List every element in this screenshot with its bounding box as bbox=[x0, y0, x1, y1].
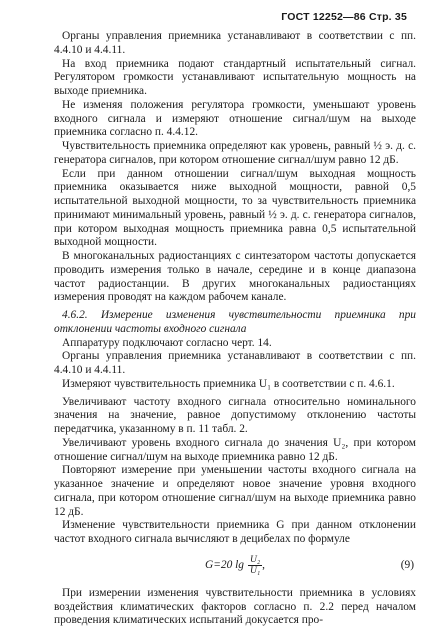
paragraph: Увеличивают уровень входного сигнала до значения U₂, при котором отношение сигнал/шум на выходе приемника равно 12 дБ. bbox=[54, 436, 416, 463]
body-text bbox=[54, 30, 416, 628]
paragraph: Органы управления приемника устанавливают в соответствии с пп. 4.4.10 и 4.4.11. bbox=[54, 30, 416, 56]
formula-lhs: G=20 lg bbox=[204, 558, 244, 571]
paragraph: В многоканальных радиостанциях с синтезатором частоты допускается проводить измерения только в начале, середине и в конце диапазона частот радиостанции. В других многоканальных радиостанциях измерения проводят на каждом рабочем канале. bbox=[54, 250, 416, 304]
paragraph: Не изменяя положения регулятора громкости, уменьшают уровень входного сигнала и измеряют отношение сигнал/шум на выходе приемника согласно п. 4.4.12. bbox=[54, 98, 416, 139]
paragraph: Если при данном отношении сигнал/шум выходная мощность приемника оказывается ниже выходной мощности, равной 0,5 испытательной выходной мощности, то за чувствительность приемника принимают минимальный уровень, равный ½ э. д. с. генератора сигналов, при котором выходная мощность приемника равна 0,5 испытательной выходной мощности. bbox=[54, 167, 416, 249]
paragraph: Органы управления приемника устанавливают в соответствии с пп. 4.4.10 и 4.4.11. bbox=[54, 350, 416, 376]
paragraph: Изменение чувствительности приемника G при данном отклонении частот входного сигнала вычисляют в децибелах по формуле bbox=[54, 519, 416, 545]
paragraph: На вход приемника подают стандартный испытательный сигнал. Регулятором громкости устанавливают испытательную мощность на выходе приемника. bbox=[54, 57, 416, 97]
formula-denominator: U₁ bbox=[249, 566, 261, 577]
formula-numerator: U₂ bbox=[249, 555, 261, 566]
formula-fraction bbox=[248, 555, 262, 576]
paragraph: При измерении изменения чувствительности приемника в условиях воздействия климатических факторов согласно п. 2.2 перед началом проведения климатических испытаний докусается про- bbox=[54, 586, 416, 627]
paragraph: Аппаратуру подключают согласно черт. 14. bbox=[62, 336, 272, 349]
section-heading: 4.6.2. Измерение изменения чувствительности приемника при отклонении частоты входного сигнала bbox=[54, 309, 416, 335]
paragraph: Увеличивают частоту входного сигнала относительно номинального значения на значение, равное допустимому отклонению частоты передатчика, указанному в п. 11 табл. 2. bbox=[54, 395, 416, 435]
page-header: ГОСТ 12252—86 Стр. 35 bbox=[281, 11, 407, 23]
formula: G=20 lg $\frac{\text{U₂}}{\text{U₁}}$ , (9) bbox=[204, 555, 414, 577]
paragraph: Чувствительность приемника определяют как уровень, равный ½ э. д. с. генератора сигналов, при котором отношение сигнал/шум равно 12 дБ. bbox=[54, 140, 416, 166]
paragraph: Измеряют чувствительность приемника U₁ в соответствии с п. 4.6.1. bbox=[62, 377, 395, 390]
paragraph: Повторяют измерение при уменьшении частоты входного сигнала на указанное значение и определяют новое значение уровня входного сигнала, при котором отношение сигнал/шум на выходе приемника равно 12 дБ. bbox=[54, 464, 416, 518]
formula-number: (9) bbox=[400, 558, 414, 571]
